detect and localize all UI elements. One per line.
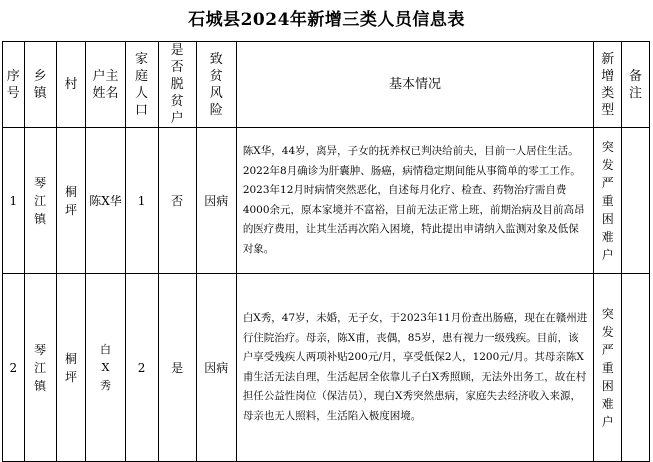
cell-village: 桐坪	[56, 128, 86, 274]
header-remark: 备注	[622, 42, 650, 128]
cell-township: 琴江镇	[24, 128, 56, 274]
cell-index: 1	[3, 128, 25, 274]
info-table	[2, 41, 650, 462]
header-family-size: 家庭人口	[125, 42, 158, 128]
cell-remark	[622, 274, 650, 462]
cell-basic: 陈X华，44岁，离异，子女的抚养权已判决给前夫，目前一人居住生活。2022年8月确诊为肝囊肿、肠癌，病情稳定期间能从事简单的零工工作。2023年12月时病情突然恶化，自述每月化疗、检查、药物治疗需自费4000余元，原本家境并不富裕，目前无法正常上班，前期治病及目前高昂的医疗费用，让其生活再次陷入困境，特此提出申请纳入监测对象及低保对象。	[236, 128, 593, 274]
cell-family-size: 2	[125, 274, 158, 462]
cell-village: 桐坪	[56, 274, 86, 462]
cell-is-lifted: 否	[158, 128, 196, 274]
cell-remark	[622, 128, 650, 274]
cell-family-size: 1	[125, 128, 158, 274]
cell-householder: 白X秀	[86, 274, 125, 462]
cell-index: 2	[3, 274, 25, 462]
table-row	[3, 274, 650, 462]
header-risk: 致贫风险	[196, 42, 236, 128]
cell-new-type: 突发严重困难户	[594, 274, 622, 462]
cell-risk: 因病	[196, 274, 236, 462]
header-is-lifted: 是否脱贫户	[158, 42, 196, 128]
cell-householder: 陈X华	[86, 128, 125, 274]
cell-risk: 因病	[196, 128, 236, 274]
cell-basic: 白X秀，47岁，未婚，无子女，于2023年11月份查出肠癌，现在在赣州进行住院治疗。母亲，陈X甫，丧偶，85岁，患有视力一级残疾。目前，该户享受残疾人两项补贴200元/月，享受低保2人，1200元/月。其母亲陈X甫生活无法自理，生活起居全依靠儿子白X秀照顾，无法外出务工，故在村担任公益性岗位（保洁员），现白X秀突然患病，家庭失去经济收入来源，母亲也无人照料，生活陷入极度困境。	[236, 274, 593, 462]
header-new-type: 新增类型	[594, 42, 622, 128]
table-row	[3, 128, 650, 274]
cell-township: 琴江镇	[24, 274, 56, 462]
cell-is-lifted: 是	[158, 274, 196, 462]
header-village: 村	[56, 42, 86, 128]
table-title: 石城县2024年新增三类人员信息表	[188, 10, 465, 30]
header-householder: 户主姓名	[86, 42, 125, 128]
header-row	[3, 42, 650, 128]
header-index: 序号	[3, 42, 25, 128]
cell-new-type: 突发严重困难户	[594, 128, 622, 274]
header-basic: 基本情况	[236, 42, 593, 128]
header-township: 乡镇	[24, 42, 56, 128]
